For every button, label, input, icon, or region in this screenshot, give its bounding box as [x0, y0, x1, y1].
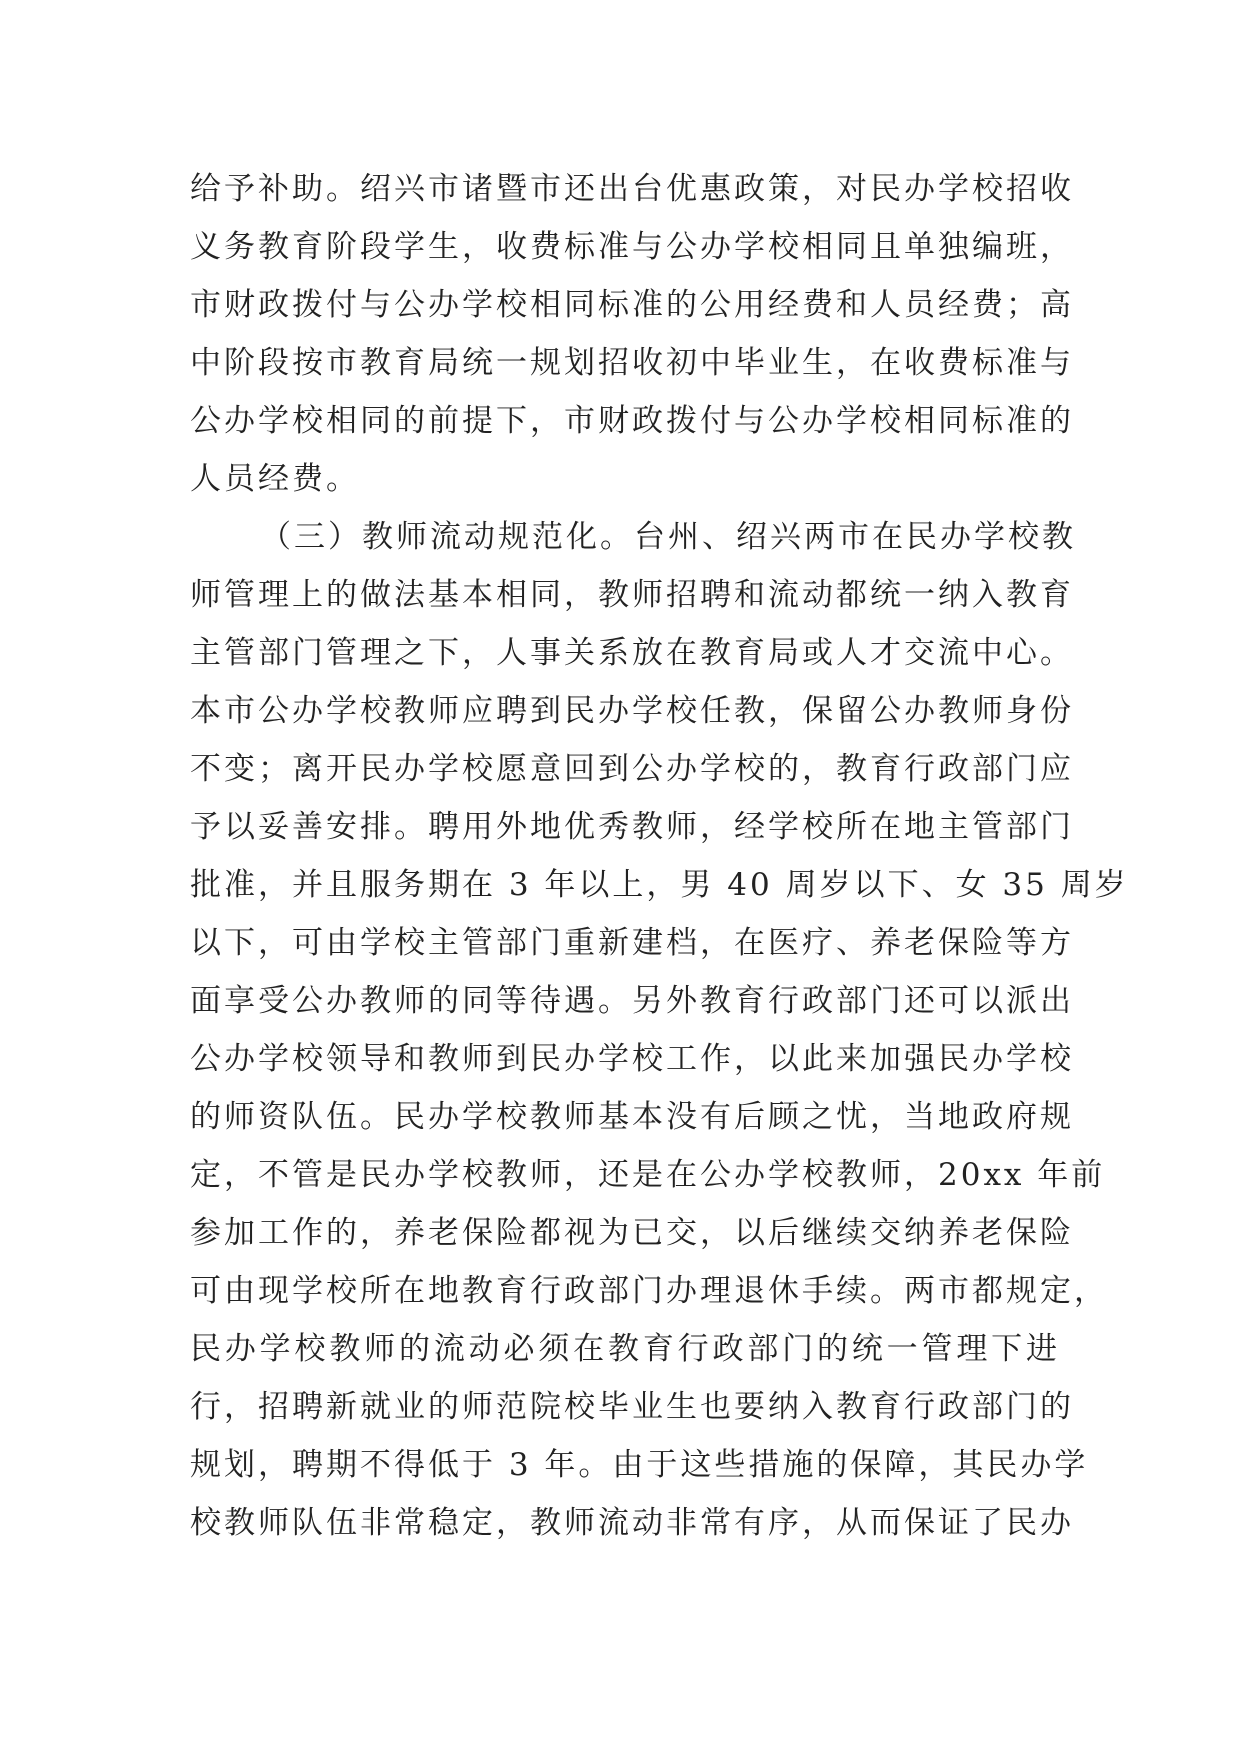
text-line: 予以妥善安排。聘用外地优秀教师，经学校所在地主管部门 — [190, 809, 1074, 845]
text-line: 公办学校相同的前提下，市财政拨付与公办学校相同标准的 — [190, 403, 1074, 439]
text-line: 师管理上的做法基本相同，教师招聘和流动都统一纳入教育 — [190, 577, 1074, 613]
text-line: 批准，并且服务期在 3 年以上，男 40 周岁以下、女 35 周岁 — [190, 867, 1129, 903]
text-line: 本市公办学校教师应聘到民办学校任教，保留公办教师身份 — [190, 693, 1074, 729]
text-line: 可由现学校所在地教育行政部门办理退休手续。两市都规定， — [190, 1273, 1108, 1309]
text-line: 定，不管是民办学校教师，还是在公办学校教师，20xx 年前 — [190, 1157, 1106, 1193]
text-line: 义务教育阶段学生，收费标准与公办学校相同且单独编班， — [190, 229, 1074, 265]
text-line: 行，招聘新就业的师范院校毕业生也要纳入教育行政部门的 — [190, 1389, 1074, 1425]
text-line: 校教师队伍非常稳定，教师流动非常有序，从而保证了民办 — [190, 1505, 1074, 1541]
text-line: 不变；离开民办学校愿意回到公办学校的，教育行政部门应 — [190, 751, 1074, 787]
text-line: 规划，聘期不得低于 3 年。由于这些措施的保障，其民办学 — [190, 1447, 1089, 1483]
text-line: 市财政拨付与公办学校相同标准的公用经费和人员经费；高 — [190, 287, 1074, 323]
text-line: 参加工作的，养老保险都视为已交，以后继续交纳养老保险 — [190, 1215, 1074, 1251]
text-line: 的师资队伍。民办学校教师基本没有后顾之忧，当地政府规 — [190, 1099, 1074, 1135]
document-body — [190, 160, 1129, 1552]
text-line: 给予补助。绍兴市诸暨市还出台优惠政策，对民办学校招收 — [190, 171, 1074, 207]
text-line: （三）教师流动规范化。台州、绍兴两市在民办学校教 — [260, 519, 1076, 555]
text-line: 面享受公办教师的同等待遇。另外教育行政部门还可以派出 — [190, 983, 1074, 1019]
text-line: 以下，可由学校主管部门重新建档，在医疗、养老保险等方 — [190, 925, 1074, 961]
text-line: 民办学校教师的流动必须在教育行政部门的统一管理下进 — [190, 1331, 1060, 1367]
text-line: 人员经费。 — [190, 461, 360, 497]
text-line: 公办学校领导和教师到民办学校工作，以此来加强民办学校 — [190, 1041, 1074, 1077]
text-line: 中阶段按市教育局统一规划招收初中毕业生，在收费标准与 — [190, 345, 1074, 381]
text-line: 主管部门管理之下，人事关系放在教育局或人才交流中心。 — [190, 635, 1074, 671]
